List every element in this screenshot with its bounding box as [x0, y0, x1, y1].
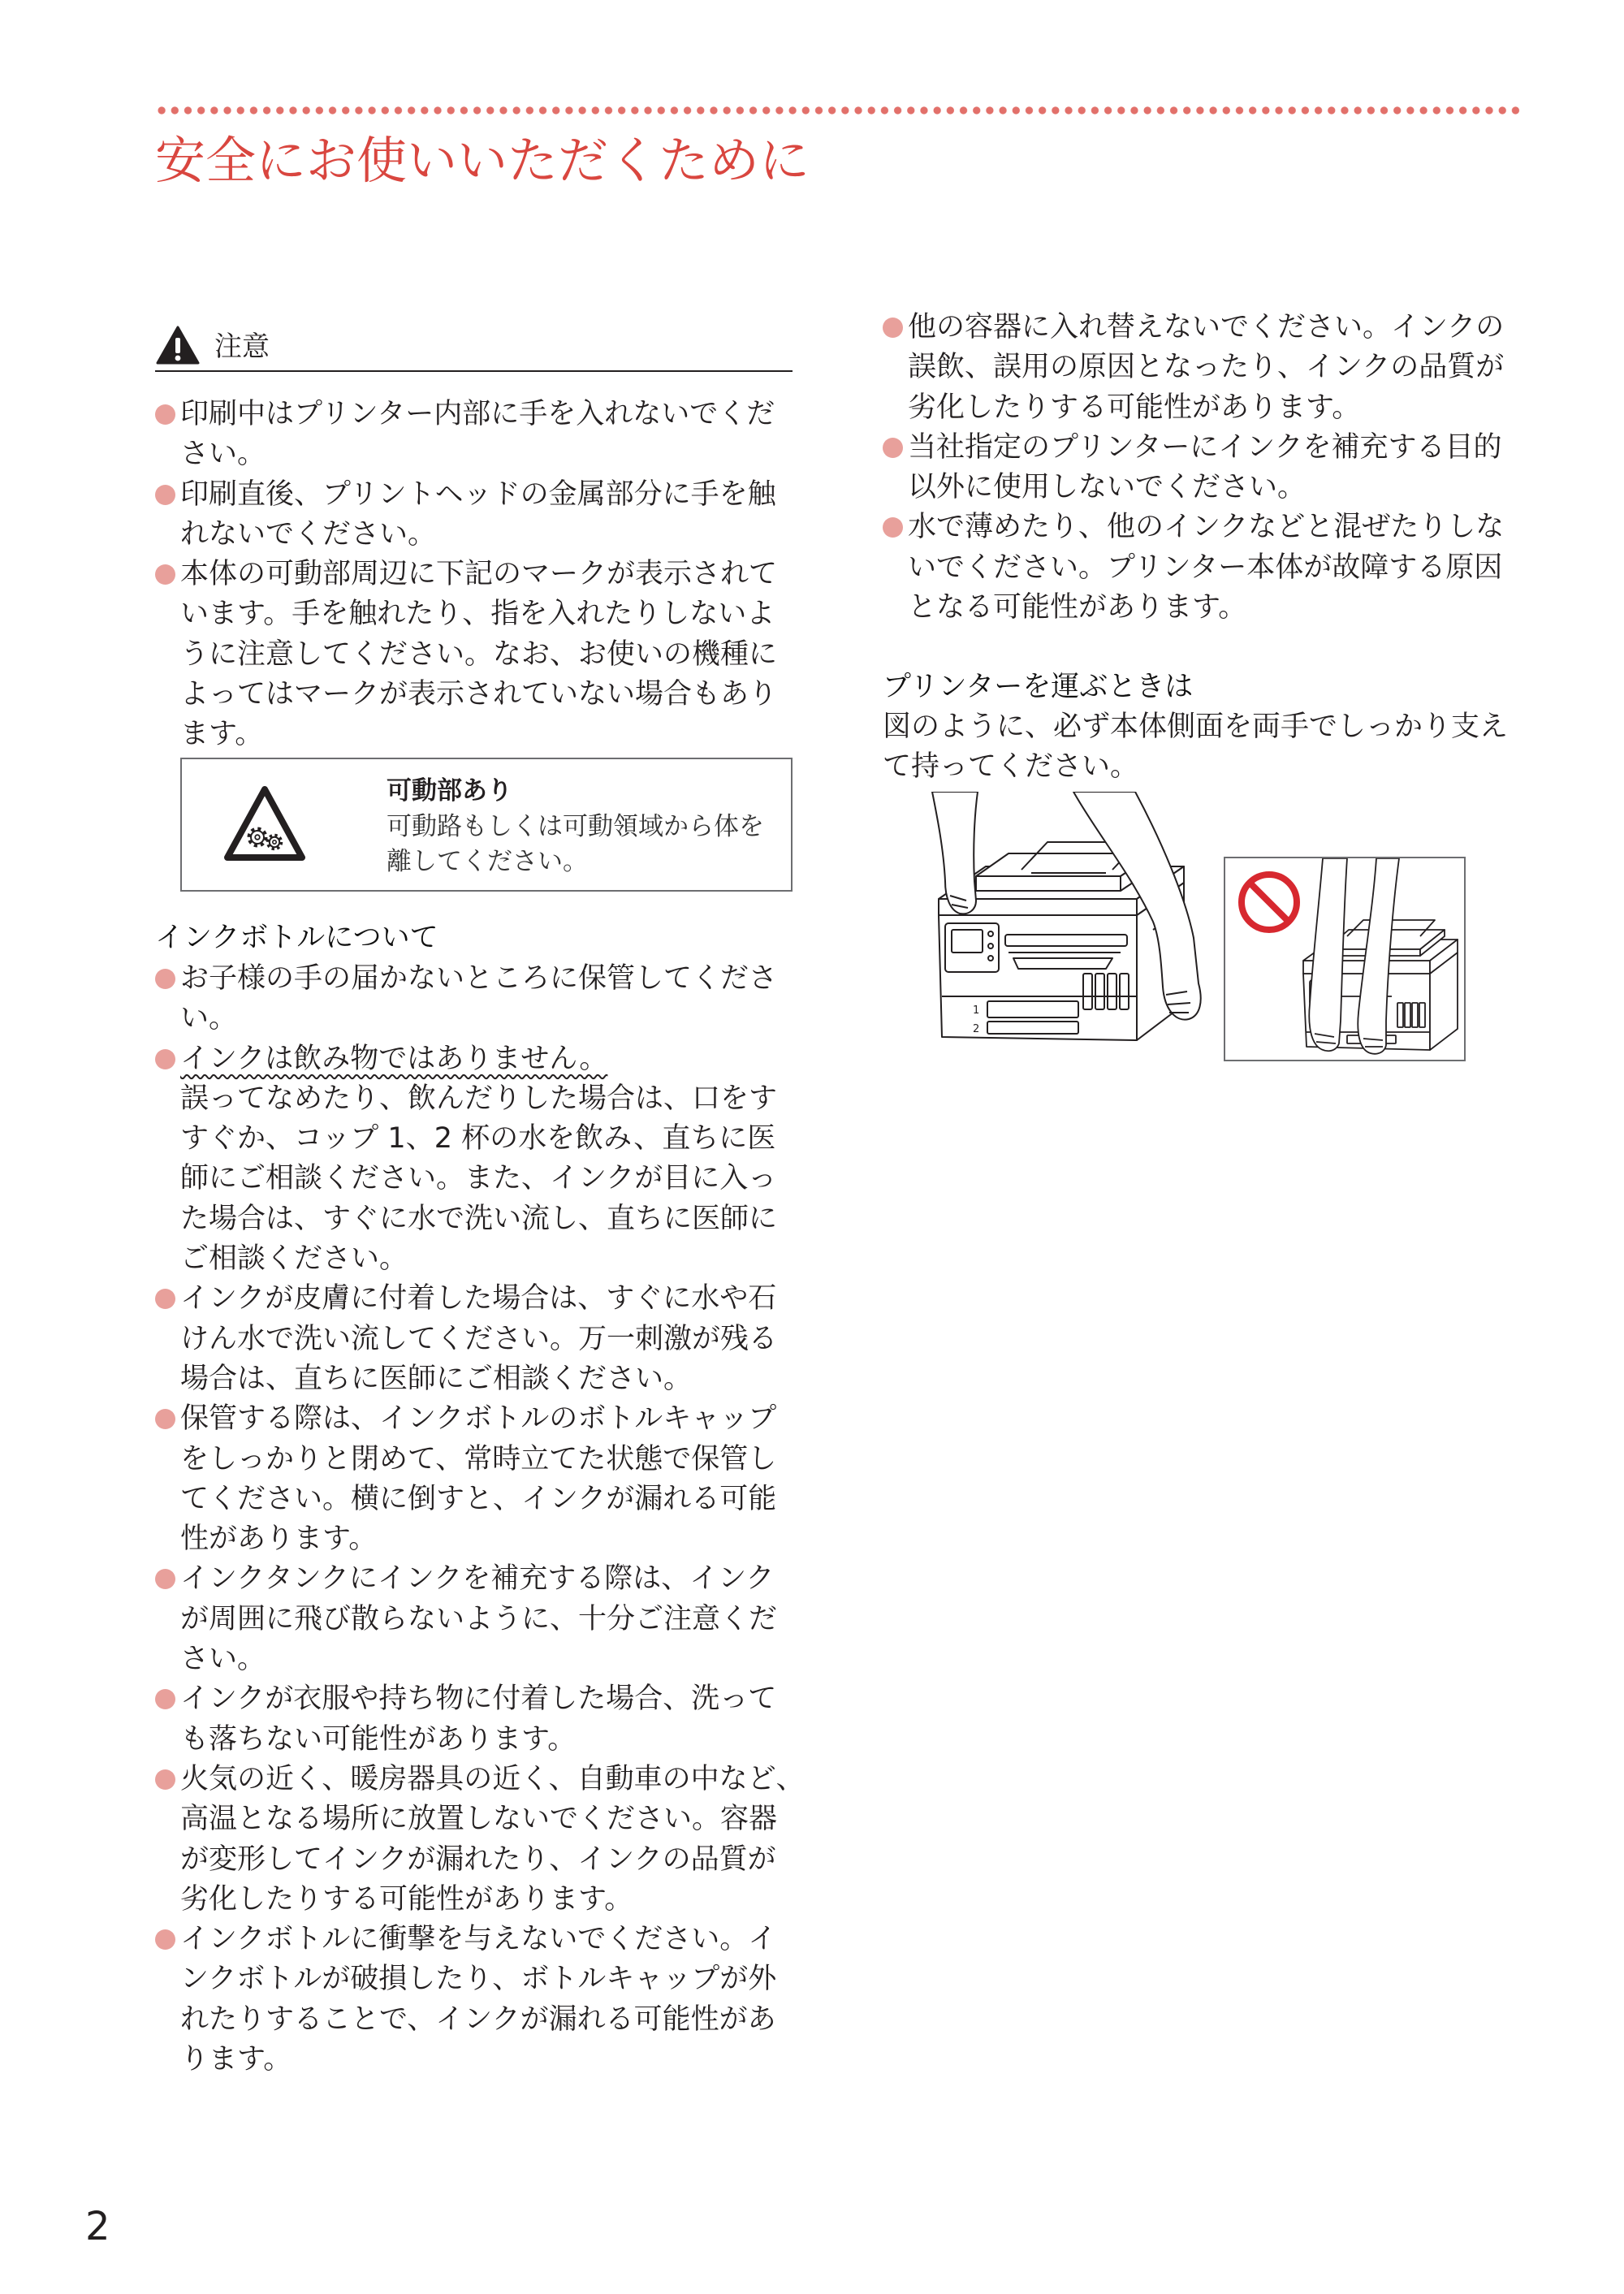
emphasis-text: インクは飲み物ではありません。: [180, 1042, 608, 1075]
item-line: 当社指定のプリンターにインクを補充する目的: [908, 430, 1502, 464]
list-item: [155, 1760, 805, 1920]
item-line: 劣化したりする可能性があります。: [180, 1882, 633, 1916]
item-line: 師にご相談ください。また、インクが目に入っ: [180, 1162, 777, 1195]
item-line: 劣化したりする可能性があります。: [908, 391, 1361, 424]
moving-parts-notice: [180, 758, 793, 892]
item-line: いでください。プリンター本体が故障する原因: [908, 551, 1503, 584]
item-line: となる可能性があります。: [908, 591, 1247, 624]
dotted-rule: [155, 106, 1521, 114]
item-line: お子様の手の届かないところに保管してくださ: [180, 962, 778, 995]
item-line: 場合は、直ちに医師にご相談ください。: [180, 1362, 693, 1395]
bullet-icon: [883, 517, 903, 538]
bullet-icon: [155, 404, 175, 425]
ink-bottle-list-left: [155, 959, 805, 2080]
list-item: [155, 555, 793, 754]
warning-triangle-icon: [155, 325, 201, 365]
item-line: 本体の可動部周辺に下記のマークが表示されて: [180, 558, 778, 591]
item-line: よってはマークが表示されていない場合もあり: [180, 678, 778, 711]
cassette-label-1: 1: [973, 1004, 980, 1017]
list-item: [155, 1399, 793, 1559]
notice-title: 可動部あり: [387, 776, 512, 806]
paragraph-line: て持ってください。: [883, 750, 1139, 784]
item-line: うに注意してください。なお、お使いの機種に: [180, 637, 778, 671]
item-line: い。: [180, 1002, 238, 1035]
list-item: [155, 1279, 793, 1399]
item-line: インクが皮膚に付着した場合は、すぐに水や石: [180, 1282, 777, 1315]
bullet-icon: [155, 1569, 175, 1589]
cassette-label-2: 2: [973, 1023, 980, 1035]
bullet-icon: [883, 318, 903, 338]
list-item: [883, 508, 1521, 628]
item-line: も落ちない可能性があります。: [180, 1722, 577, 1756]
bullet-icon: [155, 1049, 175, 1069]
ink-bottle-heading: インクボトルについて: [155, 922, 438, 954]
item-line: ます。: [180, 718, 264, 751]
item-line: インクタンクにインクを補充する際は、インク: [180, 1562, 775, 1596]
item-line: 誤飲、誤用の原因となったり、インクの品質が: [908, 351, 1505, 384]
item-line: 印刷中はプリンター内部に手を入れないでくだ: [180, 398, 775, 430]
item-line: 保管する際は、インクボトルのボトルキャップ: [180, 1402, 777, 1436]
list-item: [155, 1039, 793, 1280]
item-line: をしっかりと閉めて、常時立てた状態で保管し: [180, 1442, 777, 1475]
list-item: [155, 395, 793, 475]
list-item: [883, 308, 1521, 428]
bullet-icon: [883, 438, 903, 458]
prohibited-carrying-drawing: [1225, 858, 1464, 1060]
item-line-emphasis: [180, 1039, 793, 1079]
prohibited-carrying-illustration: [1224, 857, 1466, 1061]
item-line: ご相談ください。: [180, 1242, 408, 1276]
item-line: れないでください。: [180, 517, 437, 551]
item-line: 印刷直後、プリントヘッドの金属部分に手を触: [180, 477, 776, 511]
item-line: インクボトルに衝撃を与えないでください。イ: [180, 1923, 777, 1956]
bullet-icon: [155, 1929, 175, 1950]
item-line: 水で薄めたり、他のインクなどと混ぜたりしな: [908, 511, 1505, 544]
notice-line: 離してください。: [387, 847, 588, 877]
item-line: 高温となる場所に放置しないでください。容器: [180, 1803, 778, 1836]
bullet-icon: [155, 1689, 175, 1709]
item-line: インクが衣服や持ち物に付着した場合、洗って: [180, 1683, 777, 1716]
item-line: けん水で洗い流してください。万一刺激が残る: [180, 1322, 778, 1355]
list-item: [155, 1679, 793, 1760]
page-title: 安全にお使いいただくために: [155, 131, 810, 190]
item-line: すぐか、コップ 1、2 杯の水を飲み、直ちに医: [180, 1122, 776, 1156]
item-line: 火気の近く、暖房器具の近く、自動車の中など、: [180, 1762, 805, 1795]
notice-line: 可動路もしくは可動領域から体を: [387, 811, 764, 841]
caution-list: [155, 395, 793, 755]
item-line: ります。: [180, 2043, 292, 2076]
paragraph-line: 図のように、必ず本体側面を両手でしっかり支え: [883, 711, 1509, 743]
item-line: が周囲に飛び散らないように、十分ご注意くだ: [180, 1602, 778, 1635]
list-item: [883, 428, 1521, 508]
caution-label: 注意: [214, 330, 270, 363]
item-line: ンクボトルが破損したり、ボトルキャップが外: [180, 1963, 777, 1996]
item-line: 性があります。: [180, 1523, 378, 1556]
caution-header: [155, 325, 793, 372]
bullet-icon: [155, 1769, 175, 1790]
page-number: 2: [85, 2204, 110, 2249]
item-line: てください。横に倒すと、インクが漏れる可能: [180, 1482, 777, 1515]
bullet-icon: [155, 969, 175, 989]
prohibited-icon: [1242, 875, 1297, 930]
item-line: 他の容器に入れ替えないでください。インクの: [908, 311, 1505, 343]
list-item: [155, 475, 793, 555]
left-arm: [932, 792, 978, 914]
bullet-icon: [155, 485, 175, 505]
carrying-paragraph: [883, 707, 1508, 788]
bullet-icon: [155, 564, 175, 585]
carrying-heading: プリンターを運ぶときは: [883, 671, 1194, 703]
bullet-icon: [155, 1409, 175, 1429]
bullet-icon: [155, 1289, 175, 1309]
printer-held-by-sides-illustration: [918, 792, 1210, 1052]
item-line: 以外に使用しないでください。: [908, 471, 1307, 504]
moving-parts-gears-icon: [222, 784, 307, 865]
item-line: 誤ってなめたり、飲んだりした場合は、口をす: [180, 1082, 778, 1115]
item-line: います。手を触れたり、指を入れたりしないよ: [180, 598, 775, 631]
ink-bottle-list-right: [883, 308, 1521, 628]
list-item: [155, 1559, 793, 1679]
item-line: が変形してインクが漏れたり、インクの品質が: [180, 1843, 776, 1876]
item-line: さい。: [180, 1643, 266, 1676]
item-line: た場合は、すぐに水で洗い流し、直ちに医師に: [180, 1202, 778, 1235]
list-item: [155, 959, 793, 1039]
notice-text: [387, 774, 764, 880]
list-item: [155, 1920, 793, 2080]
item-line: さい。: [180, 438, 266, 471]
item-line: れたりすることで、インクが漏れる可能性があ: [180, 2002, 776, 2036]
